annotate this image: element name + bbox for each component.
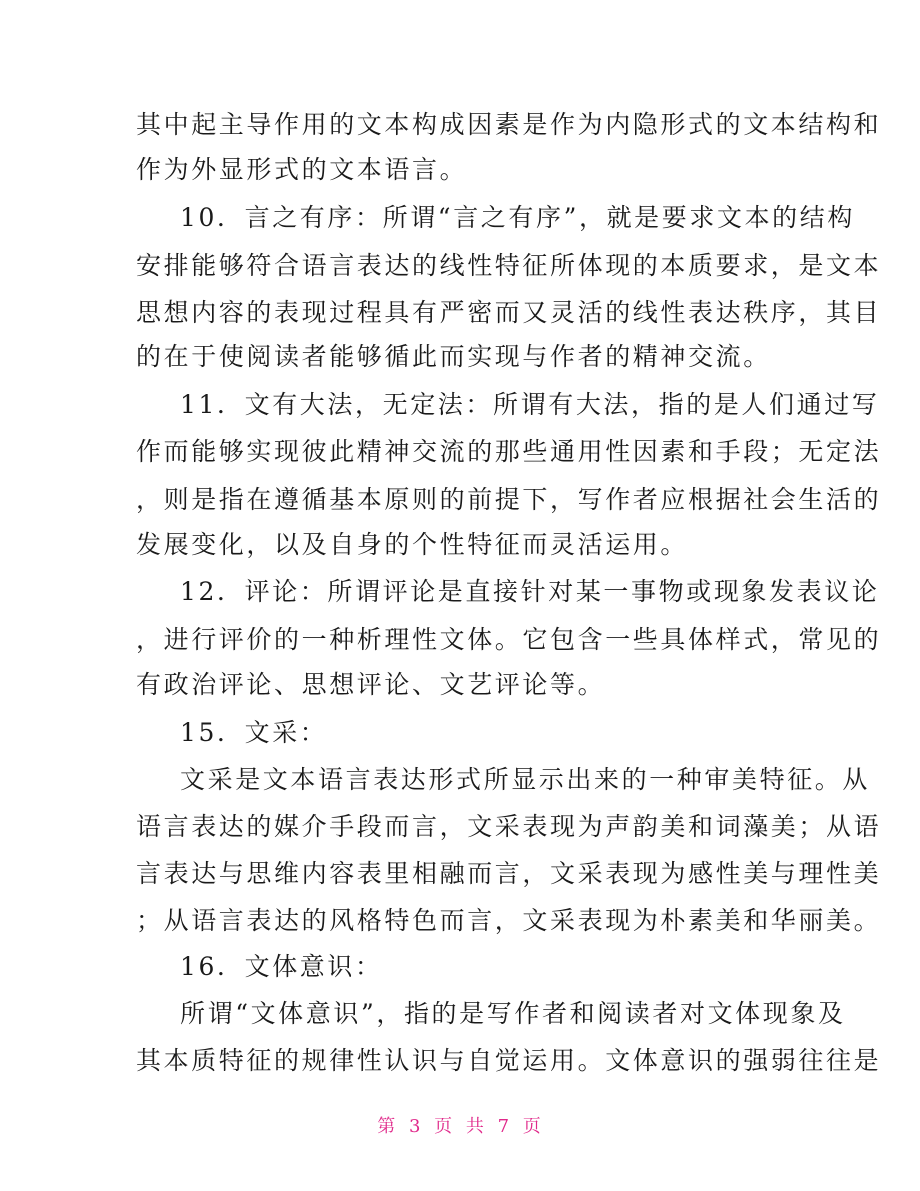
text-line: 作而能够实现彼此精神交流的那些通用性因素和手段；无定法 [136, 437, 882, 466]
text-line: ，则是指在遵循基本原则的前提下，写作者应根据社会生活的 [136, 485, 882, 514]
text-line: 语言表达的媒介手段而言，文采表现为声韵美和词藻美；从语 [136, 812, 882, 841]
page-footer [0, 1112, 920, 1138]
text-line: ；从语言表达的风格特色而言，文采表现为朴素美和华丽美。 [136, 906, 882, 935]
text-line: 其本质特征的规律性认识与自觉运用。文体意识的强弱往往是 [136, 1046, 882, 1075]
text-line: 15．文采： [180, 718, 328, 747]
text-line: 11．文有大法，无定法：所谓有大法，指的是人们通过写 [180, 390, 880, 419]
footer-label-gong: 共 [465, 1116, 486, 1137]
footer-label-ye: 页 [434, 1116, 455, 1137]
text-line: 12．评论：所谓评论是直接针对某一事物或现象发表议论 [180, 577, 880, 606]
text-line: 10．言之有序：所谓“言之有序”，就是要求文本的结构 [180, 203, 855, 232]
footer-current-page: 3 [408, 1116, 423, 1137]
footer-label-ye2: 页 [522, 1116, 543, 1137]
text-line: 文采是文本语言表达形式所显示出来的一种审美特征。从 [180, 765, 871, 794]
text-line: 所谓“文体意识”，指的是写作者和阅读者对文体现象及 [180, 999, 846, 1028]
footer-label-di: 第 [377, 1116, 398, 1137]
text-line: 言表达与思维内容表里相融而言，文采表现为感性美与理性美 [136, 859, 882, 888]
text-line: ，进行评价的一种析理性文体。它包含一些具体样式，常见的 [136, 625, 882, 654]
footer-total-pages: 7 [497, 1116, 512, 1137]
text-line: 作为外显形式的文本语言。 [136, 155, 468, 184]
text-line: 安排能够符合语言表达的线性特征所体现的本质要求，是文本 [136, 251, 882, 280]
text-line: 的在于使阅读者能够循此而实现与作者的精神交流。 [136, 342, 771, 371]
text-line: 有政治评论、思想评论、文艺评论等。 [136, 670, 606, 699]
text-line: 思想内容的表现过程具有严密而又灵活的线性表达秩序，其目 [136, 298, 882, 327]
text-line: 发展变化，以及自身的个性特征而灵活运用。 [136, 530, 689, 559]
text-line: 其中起主导作用的文本构成因素是作为内隐形式的文本结构和 [136, 110, 882, 139]
text-line: 16．文体意识： [180, 952, 383, 981]
